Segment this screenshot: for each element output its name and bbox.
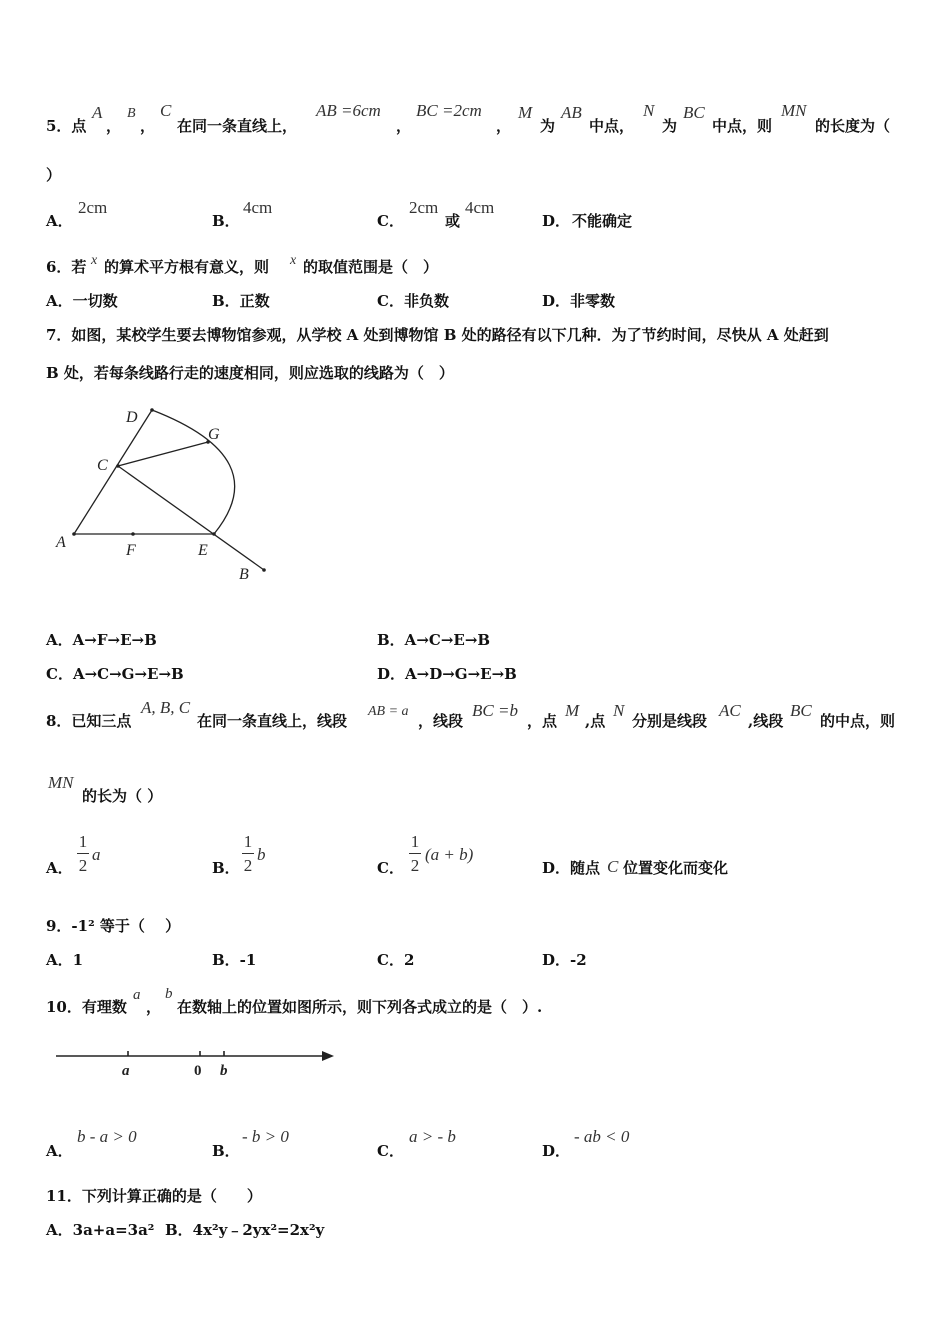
fraction-bar	[77, 853, 89, 854]
q8-text: ，线段	[418, 712, 464, 730]
q6-text: 的算术平方根有意义，则	[104, 258, 270, 276]
q7-option-c[interactable]: C．A→C→G→E→B	[46, 665, 184, 683]
axis-label-zero: 0	[194, 1063, 202, 1079]
q8-text: ,线段	[748, 712, 784, 730]
q5-ab: AB =6cm	[316, 101, 381, 120]
q10-option-d-label[interactable]: D．	[542, 1142, 571, 1160]
q5-option-c-label[interactable]: C．	[377, 212, 404, 230]
point-c	[116, 464, 120, 468]
q10-option-d-expr[interactable]: - ab < 0	[574, 1127, 630, 1146]
q5-mn: MN	[781, 101, 807, 120]
q8-ab-eq-a: AB = a	[368, 704, 409, 719]
fraction-denominator: 2	[78, 856, 88, 875]
q5-option-b-label[interactable]: B．	[212, 212, 240, 230]
arrow-head	[322, 1051, 334, 1061]
q5-bc-label: BC	[683, 103, 705, 122]
q5-option-c-value[interactable]: 2cm	[409, 198, 439, 217]
q5-text: 中点，则	[712, 117, 773, 135]
q10-option-b-expr[interactable]: - b > 0	[242, 1127, 289, 1146]
point-f	[131, 532, 135, 536]
q5-point-c: C	[160, 101, 172, 120]
q8-text: ,点	[585, 712, 606, 730]
q10-b: b	[165, 986, 173, 1002]
label-e: E	[198, 542, 208, 559]
q8-option-d-c: C	[607, 857, 619, 876]
q8-text: 分别是线段	[632, 712, 708, 730]
q10-option-c-label[interactable]: C．	[377, 1142, 404, 1160]
arc-d-g-e	[152, 410, 235, 534]
q8-abc: A, B, C	[141, 698, 191, 717]
q8-bc: BC	[790, 701, 812, 720]
q7-path-figure	[50, 400, 280, 590]
q8-option-d-tail: 位置变化而变化	[623, 859, 729, 877]
q5-point-a: A	[92, 103, 103, 122]
q8-option-b-tail: b	[257, 845, 266, 864]
q9-option-a[interactable]: A．1	[46, 951, 84, 969]
fraction-numerator: 1	[410, 832, 420, 851]
axis-label-b: b	[220, 1063, 228, 1079]
label-f: F	[126, 542, 136, 559]
q6-option-d[interactable]: D．非零数	[542, 292, 616, 310]
q5-sep: ，	[106, 117, 122, 135]
q8-text: 的长为（ ）	[82, 787, 163, 805]
q9-text: 9．-1² 等于（ ）	[46, 917, 181, 935]
axis-label-a: a	[122, 1063, 130, 1079]
point-e	[212, 532, 216, 536]
q5-option-d-label[interactable]: D．	[542, 212, 571, 230]
q5-option-b-value[interactable]: 4cm	[243, 198, 273, 217]
q10-option-b-label[interactable]: B．	[212, 1142, 240, 1160]
q8-text: 的中点，则	[820, 712, 896, 730]
q5-m: M	[518, 103, 533, 122]
q10-number-line	[50, 1043, 340, 1083]
point-b	[262, 568, 266, 572]
label-c: C	[97, 457, 108, 474]
segment-c-b	[118, 466, 264, 570]
label-d: D	[126, 409, 138, 426]
q5-sep: ，	[396, 117, 412, 135]
q8-text: 8．已知三点	[46, 712, 132, 730]
q6-x: x	[290, 253, 297, 268]
q10-option-a-label[interactable]: A．	[46, 1142, 73, 1160]
fraction-denominator: 2	[243, 856, 253, 875]
q11-option-b[interactable]: B．4x²y﹣2yx²=2x²y	[165, 1221, 325, 1239]
q6-text: 6．若	[46, 258, 87, 276]
q5-ab-label: AB	[561, 103, 582, 122]
q9-option-c[interactable]: C．2	[377, 951, 415, 969]
q5-point-b: B	[127, 106, 136, 121]
q10-text: 10．有理数	[46, 998, 127, 1016]
q8-option-a-label[interactable]: A．	[46, 859, 73, 877]
q8-option-b-label[interactable]: B．	[212, 859, 240, 877]
q6-text: 的取值范围是（ ）	[303, 258, 439, 276]
q5-option-a-value[interactable]: 2cm	[78, 198, 108, 217]
q5-bc: BC =2cm	[416, 101, 482, 120]
q7-option-a[interactable]: A．A→F→E→B	[46, 631, 157, 649]
q7-option-d[interactable]: D．A→D→G→E→B	[377, 665, 517, 683]
q8-option-c-label[interactable]: C．	[377, 859, 404, 877]
q11-option-a[interactable]: A．3a+a=3a²	[46, 1221, 155, 1239]
q7-text-line2: B 处，若每条线路行走的速度相同，则应选取的线路为（ ）	[46, 364, 454, 382]
q5-n: N	[643, 101, 655, 120]
q5-text: 为	[662, 117, 678, 135]
q11-text: 11．下列计算正确的是（ ）	[46, 1187, 262, 1205]
point-a	[72, 532, 76, 536]
q5-text: 的长度为（	[815, 117, 891, 135]
q6-option-c[interactable]: C．非负数	[377, 292, 449, 310]
q10-option-c-expr[interactable]: a > - b	[409, 1127, 456, 1146]
segment-c-g	[118, 442, 208, 466]
q10-text: 在数轴上的位置如图所示，则下列各式成立的是（ ）.	[177, 998, 543, 1016]
label-b: B	[239, 566, 249, 583]
q5-text: 为	[540, 117, 556, 135]
fraction-bar	[409, 853, 421, 854]
q9-option-b[interactable]: B．-1	[212, 951, 257, 969]
q8-text: ，点	[527, 712, 558, 730]
point-d	[150, 408, 154, 412]
q5-number: 5．点	[46, 117, 87, 135]
q8-text: 在同一条直线上，线段	[197, 712, 348, 730]
q5-option-c-or: 或	[445, 212, 461, 230]
q8-mn: MN	[48, 773, 74, 792]
fraction-denominator: 2	[410, 856, 420, 875]
q7-option-b[interactable]: B．A→C→E→B	[377, 631, 491, 649]
q8-option-c-tail: (a + b)	[425, 845, 474, 864]
q5-option-a-label[interactable]: A．	[46, 212, 73, 230]
fraction-numerator: 1	[78, 832, 88, 851]
q6-x: x	[91, 253, 98, 268]
q7-text-line1: 7．如图，某校学生要去博物馆参观，从学校 A 处到博物馆 B 处的路径有以下几种．为了节约时间，尽快从 A 处赶到	[46, 326, 829, 344]
q5-text: 在同一条直线上，	[177, 117, 298, 135]
q5-sep: ，	[140, 117, 156, 135]
q8-n: N	[613, 701, 625, 720]
q6-option-b[interactable]: B．正数	[212, 292, 270, 310]
q8-option-a-tail: a	[92, 845, 101, 864]
q10-sep: ，	[146, 998, 162, 1016]
q9-option-d[interactable]: D．-2	[542, 951, 587, 969]
q5-text: 中点，	[589, 117, 635, 135]
q10-option-a-expr[interactable]: b - a > 0	[77, 1127, 137, 1146]
q5-close: ）	[46, 166, 62, 184]
q8-option-d-label[interactable]: D．随点	[542, 859, 601, 877]
q5-option-d-value[interactable]: 不能确定	[572, 212, 633, 230]
q8-m: M	[565, 701, 580, 720]
label-g: G	[208, 426, 220, 443]
fraction-numerator: 1	[243, 832, 253, 851]
segment-a-d	[74, 410, 152, 534]
q8-ac: AC	[719, 701, 741, 720]
q6-option-a[interactable]: A．一切数	[46, 292, 118, 310]
q8-bc-eq-b: BC =b	[472, 701, 518, 720]
q10-a: a	[133, 987, 141, 1003]
q5-sep: ，	[496, 117, 512, 135]
fraction-bar	[242, 853, 254, 854]
label-a: A	[56, 534, 66, 551]
q5-option-c-value2[interactable]: 4cm	[465, 198, 495, 217]
